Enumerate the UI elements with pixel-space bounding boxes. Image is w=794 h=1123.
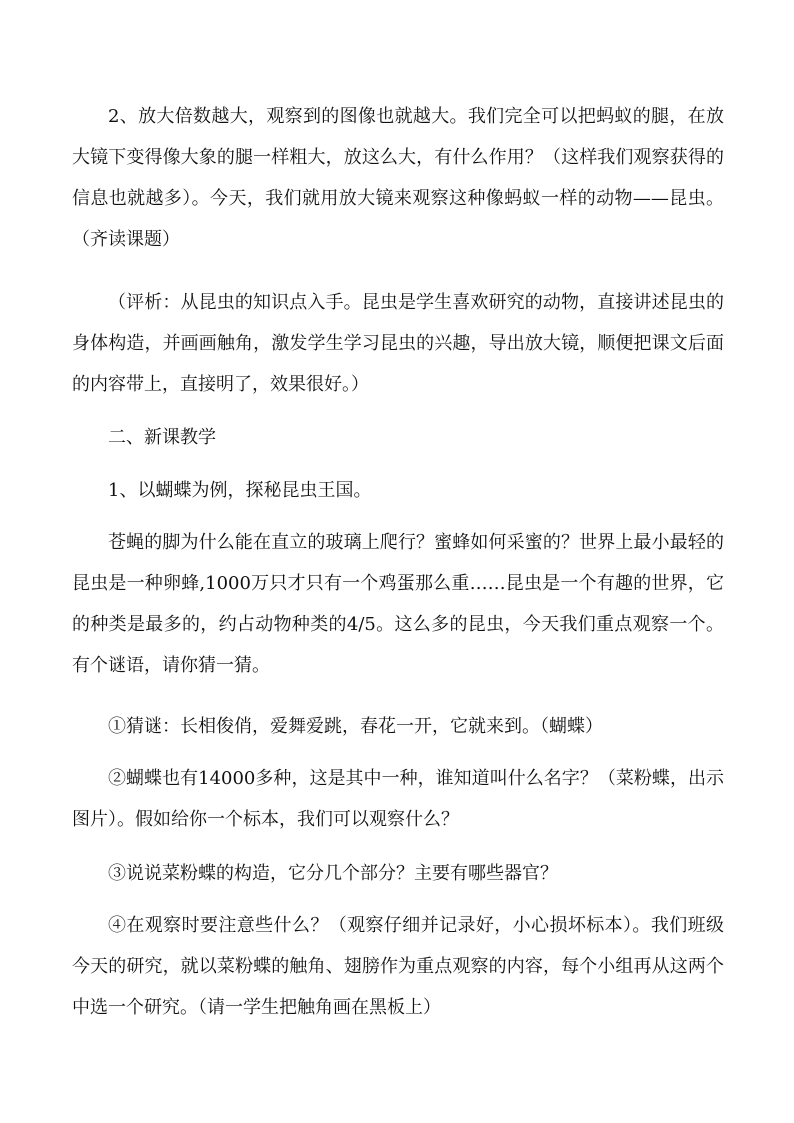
step-heading-butterfly: 1、以蝴蝶为例，探秘昆虫王国。 — [108, 480, 372, 501]
section-heading-new-lesson: 二、新课教学 — [108, 427, 216, 448]
list-item-butterfly-species: ②蝴蝶也有14000多种，这是其中一种，谁知道叫什么名字？（菜粉蝶，出示图片）。假如给你一个标本，我们可以观察什么？ — [72, 768, 724, 830]
list-item-structure: ③说说菜粉蝶的构造，它分几个部分？主要有哪些器官？ — [108, 863, 558, 884]
list-item-observation-notes: ④在观察时要注意些什么？（观察仔细并记录好，小心损坏标本）。我们班级今天的研究，就以菜粉蝶的触角、翅膀作为重点观察的内容，每个小组再从这两个中选一个研究。（请一学生把触角画在黑板上） — [72, 915, 724, 1018]
paragraph-magnifier: 2、放大倍数越大，观察到的图像也就越大。我们完全可以把蚂蚁的腿，在放大镜下变得像大象的腿一样粗大，放这么大，有什么作用？（这样我们观察获得的信息也就越多）。今天，我们就用放大镜来观察这种像蚂蚁一样的动物——昆虫。（齐读课题） — [72, 106, 724, 250]
paragraph-insect-facts: 苍蝇的脚为什么能在直立的玻璃上爬行？蜜蜂如何采蜜的？世界上最小最轻的昆虫是一种卵蜂,1000万只才只有一个鸡蛋那么重……昆虫是一个有趣的世界，它的种类是最多的，约占动物种类的4/5。这么多的昆虫，今天我们重点观察一个。有个谜语，请你猜一猜。 — [72, 532, 724, 676]
list-item-riddle: ①猜谜：长相俊俏，爱舞爱跳，春花一开，它就来到。（蝴蝶） — [108, 716, 603, 737]
paragraph-commentary: （评析：从昆虫的知识点入手。昆虫是学生喜欢研究的动物，直接讲述昆虫的身体构造，并画画触角，激发学生学习昆虫的兴趣，导出放大镜，顺便把课文后面的内容带上，直接明了，效果很好。） — [72, 292, 724, 395]
